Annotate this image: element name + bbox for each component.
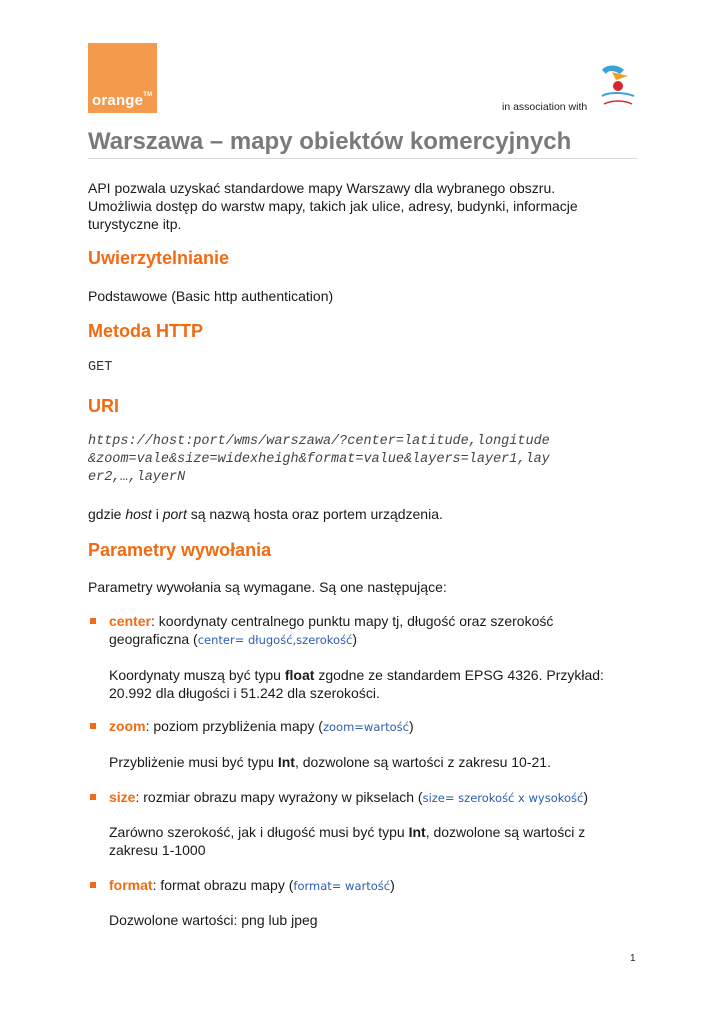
params-heading: Parametry wywołania xyxy=(88,540,272,560)
bullet-icon xyxy=(90,723,96,729)
param-center-line2: geograficzna (center= długość,szerokość) xyxy=(109,631,358,647)
param-format-note: Dozwolone wartości: png lub jpeg xyxy=(109,912,318,928)
uri-description: gdzie host i port są nazwą hosta oraz portem urządzenia. xyxy=(88,506,443,522)
bullet-icon xyxy=(90,794,96,800)
param-zoom: zoom: poziom przybliżenia mapy (zoom=wartość) xyxy=(109,718,414,734)
intro-line-3: turystyczne itp. xyxy=(88,216,182,232)
intro-line-1: API pozwala uzyskać standardowe mapy Warszawy dla wybranego obszru. xyxy=(88,180,556,196)
page-title: Warszawa – mapy obiektów komercyjnych xyxy=(88,128,572,155)
auth-text: Podstawowe (Basic http authentication) xyxy=(88,288,334,304)
params-intro: Parametry wywołania są wymagane. Są one następujące: xyxy=(88,579,447,595)
bullet-icon xyxy=(90,882,96,888)
auth-heading: Uwierzytelnianie xyxy=(88,248,230,268)
param-size-note-1: Zarówno szerokość, jak i długość musi być typu Int, dozwolone są wartości z xyxy=(109,824,586,840)
logo-text: orange™ xyxy=(92,92,153,109)
partner-logo xyxy=(594,62,640,112)
intro-line-2: Umożliwia dostęp do warstw mapy, takich jak ulice, adresy, budynki, informacje xyxy=(88,198,578,214)
uri-heading: URI xyxy=(88,396,119,416)
method-value: GET xyxy=(88,360,113,375)
association-text: in association with xyxy=(502,101,588,113)
param-center-note-1: Koordynaty muszą być typu float zgodne ze standardem EPSG 4326. Przykład: xyxy=(109,667,604,683)
param-center-note-2: 20.992 dla długości i 51.242 dla szerokości. xyxy=(109,685,380,701)
uri-template xyxy=(88,433,648,487)
orange-logo xyxy=(88,43,157,113)
uri-line-3: er2,…,layerN xyxy=(88,470,186,485)
uri-line-2: &zoom=vale&size=widexheigh&format=value&layers=layer1,lay xyxy=(88,452,550,467)
page-number: 1 xyxy=(630,953,636,964)
param-center: center: koordynaty centralnego punktu mapy tj, długość oraz szerokość xyxy=(109,613,554,629)
param-size: size: rozmiar obrazu mapy wyrażony w pikselach (size= szerokość x wysokość) xyxy=(109,789,589,805)
param-format: format: format obrazu mapy (format= wartość) xyxy=(109,877,395,893)
bullet-icon xyxy=(90,618,96,624)
param-size-note-2: zakresu 1-1000 xyxy=(109,842,206,858)
method-heading: Metoda HTTP xyxy=(88,321,203,341)
uri-line-1: https://host:port/wms/warszawa/?center=latitude,longitude xyxy=(88,434,550,449)
title-divider xyxy=(88,158,637,159)
param-zoom-note: Przybliżenie musi być typu Int, dozwolone są wartości z zakresu 10-21. xyxy=(109,754,551,770)
